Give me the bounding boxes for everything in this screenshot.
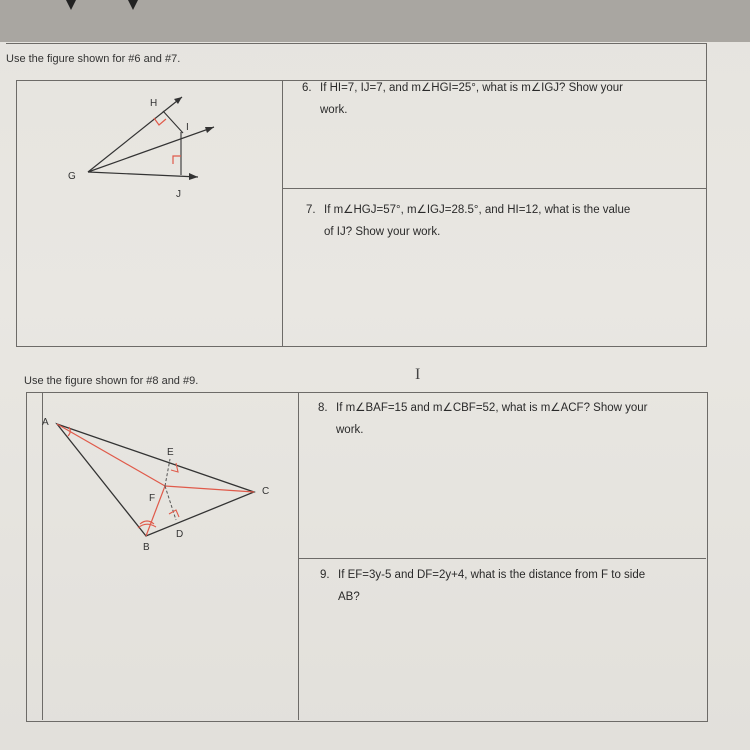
question-9 xyxy=(320,564,704,608)
section1-row-divider xyxy=(282,188,706,189)
top-arrow-mark xyxy=(128,0,138,10)
right-angle-mark-j xyxy=(173,156,181,164)
perpendicular-fd xyxy=(165,486,176,520)
label-d: D xyxy=(176,529,184,540)
section2-row-divider xyxy=(298,558,706,559)
question-6-line1: If HI=7, IJ=7, and m∠HGI=25°, what is m∠IGJ? Show your xyxy=(320,82,623,94)
segment-hi xyxy=(163,111,183,133)
question-7-line2: of IJ? Show your work. xyxy=(324,226,441,238)
question-9-line1: If EF=3y-5 and DF=2y+4, what is the distance from F to side xyxy=(338,569,646,581)
label-f: F xyxy=(149,493,156,504)
section1-instruction: Use the figure shown for #6 and #7. xyxy=(6,53,181,65)
question-8-number: 8. xyxy=(318,402,328,414)
section2-divider xyxy=(298,392,299,720)
label-j: J xyxy=(176,189,181,200)
question-8 xyxy=(318,397,704,441)
question-6-number: 6. xyxy=(302,82,312,94)
right-angle-mark-d xyxy=(169,510,179,517)
question-7 xyxy=(306,199,706,243)
ray-gh xyxy=(88,97,182,172)
section2-instruction: Use the figure shown for #8 and #9. xyxy=(24,375,199,387)
label-e: E xyxy=(167,447,174,458)
question-9-number: 9. xyxy=(320,569,330,581)
question-8-line1: If m∠BAF=15 and m∠CBF=52, what is m∠ACF? Show your xyxy=(336,402,648,414)
question-6-line2: work. xyxy=(320,104,348,116)
angle-arc-b-outer xyxy=(138,524,156,528)
question-7-number: 7. xyxy=(306,204,316,216)
figure-angle-bisector xyxy=(16,80,282,210)
right-angle-mark-h xyxy=(154,118,166,125)
ray-gi-arrow xyxy=(205,127,214,133)
top-shadow xyxy=(0,0,750,42)
label-h: H xyxy=(150,98,158,109)
text-cursor-icon: I xyxy=(415,366,421,383)
question-6 xyxy=(302,77,702,121)
top-arrow-mark xyxy=(66,0,76,10)
label-i: I xyxy=(186,122,189,133)
label-c: C xyxy=(262,486,270,497)
question-7-line1: If m∠HGJ=57°, m∠IGJ=28.5°, and HI=12, what is the value xyxy=(324,204,631,216)
ray-gj-arrow xyxy=(189,173,198,180)
question-8-line2: work. xyxy=(336,424,364,436)
ray-gi xyxy=(88,127,214,172)
label-a: A xyxy=(42,417,49,428)
section1-divider xyxy=(282,80,283,346)
question-9-line2: AB? xyxy=(338,591,360,603)
label-g: G xyxy=(68,171,76,182)
figure-triangle-incenter xyxy=(42,400,298,550)
label-b: B xyxy=(143,542,150,550)
